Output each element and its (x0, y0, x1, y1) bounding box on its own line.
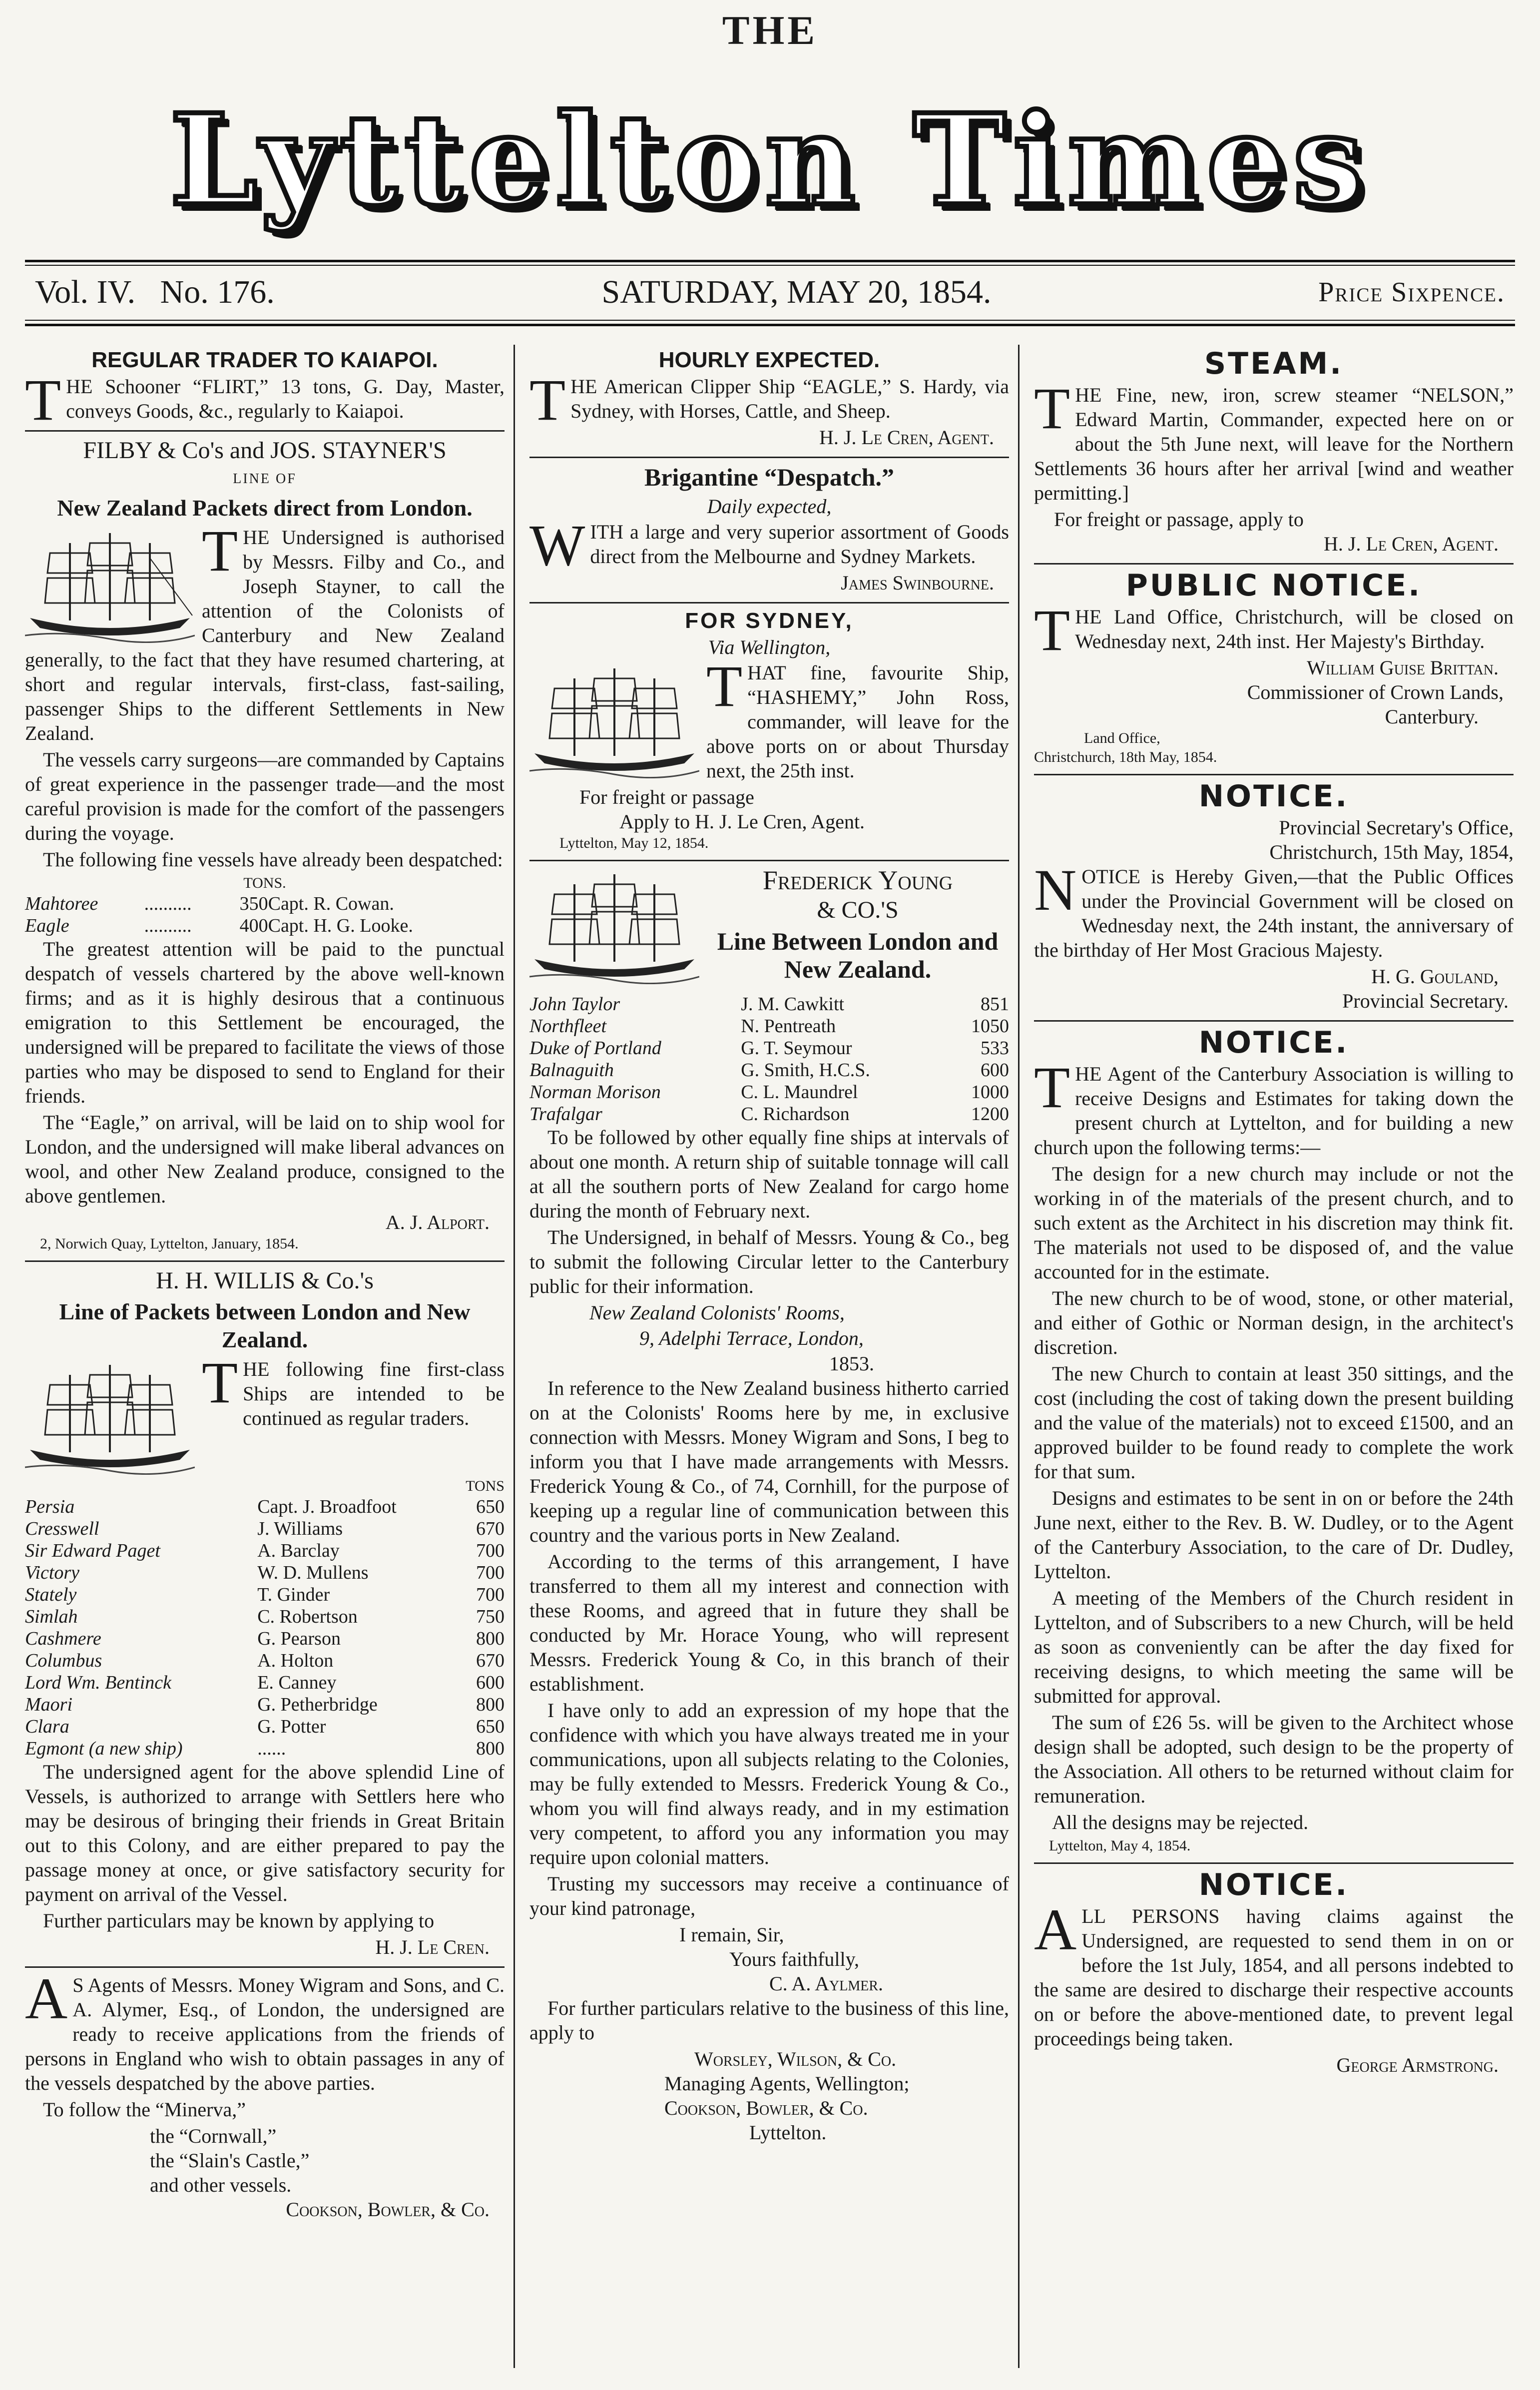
ship-name: Lord Wm. Bentinck (25, 1672, 172, 1693)
column-divider-1 (513, 345, 515, 2368)
young-close2: Yours faithfully, (729, 1948, 860, 1970)
young-rooms2: 9, Adelphi Terrace, London, (639, 1327, 864, 1349)
young-header (529, 866, 1009, 983)
ship-captain: N. Pentreath (741, 1016, 836, 1037)
kaiapoi-text: HE Schooner “FLIRT,” 13 tons, G. Day, Master, conveys Goods, &c., regularly to Kaiapoi. (66, 375, 505, 422)
ship-name: Duke of Portland (529, 1038, 661, 1059)
masthead-rule-bottom-thin (25, 320, 1515, 321)
notice1-sig2: Provincial Secretary. (1342, 990, 1509, 1012)
public-sig3: Canterbury. (1385, 705, 1479, 728)
notice1-text: OTICE is Hereby Given,—that the Public Offices under the Provincial Government will be closed on Wednesday next, the 24th instant, the anniversary of the birthday of Her Most Gracious Majesty. (1034, 865, 1514, 961)
ship-tons: 600 (981, 1060, 1009, 1081)
despatch-signature: James Swinbourne. (841, 572, 994, 594)
steam-line: For freight or passage, apply to (1054, 508, 1304, 531)
dropcap: N (1034, 857, 1077, 923)
young-agent1: Worsley, Wilson, & Co. (694, 2048, 897, 2070)
table-row (25, 1518, 505, 1540)
ship-tons: 533 (981, 1038, 1009, 1059)
wigram-text: S Agents of Messrs. Money Wigram and Sons, and C. A. Alymer, Esq., of London, the undersigned are ready to receive applications from the friends of persons in England who wish to obtain passages in any of the vessels despatched by the above parties. (25, 1974, 505, 2094)
filby-signature: A. J. Alport. (385, 1211, 490, 1233)
ship-tons: 800 (476, 1694, 505, 1715)
public-heading: PUBLIC NOTICE. (1125, 568, 1422, 603)
ship-tons: 700 (476, 1540, 505, 1561)
filby-line-of: LINE OF (233, 471, 297, 487)
masthead-rule-top (25, 260, 1515, 262)
steam-ad (1034, 376, 1514, 505)
ship-captain: G. Petherbridge (257, 1694, 378, 1715)
ship-tons: 650 (476, 1716, 505, 1737)
leader-dots: .......... (144, 915, 192, 936)
separator (529, 457, 1009, 458)
issue-number: No. 176. (160, 274, 275, 310)
table-row (25, 1628, 505, 1650)
public-sig2: Commissioner of Crown Lands, (1247, 681, 1504, 703)
ship-name: Persia (25, 1496, 75, 1517)
ship-captain: Capt. H. G. Looke. (268, 915, 413, 936)
notice2-p7: The sum of £26 5s. will be given to the Architect whose design shall be adopted, such design to be the property of the Association. All others to be returned without claim for remuneration. (1034, 1711, 1514, 1807)
wigram-signature: Cookson, Bowler, & Co. (286, 2198, 490, 2221)
young-heading2: & CO.'S (817, 897, 899, 923)
ship-tons: 1200 (971, 1104, 1009, 1125)
public-office: Land Office, (1084, 730, 1160, 746)
volume: Vol. IV. (35, 274, 136, 310)
separator (25, 1966, 505, 1968)
ship-captain: G. T. Seymour (741, 1038, 852, 1059)
young-rooms3: 1853. (829, 1352, 874, 1375)
ship-captain: C. Robertson (257, 1606, 358, 1627)
hourly-signature: H. J. Le Cren, Agent. (819, 426, 994, 449)
hourly-text: HE American Clipper Ship “EAGLE,” S. Hardy, via Sydney, with Horses, Cattle, and Sheep. (570, 375, 1009, 422)
wigram-ship-1: the “Slain's Castle,” (150, 2149, 310, 2172)
sydney-line2: Apply to H. J. Le Cren, Agent. (619, 810, 865, 833)
separator (529, 602, 1009, 603)
separator (1034, 1020, 1514, 1022)
willis-tons-label: TONS (466, 1478, 505, 1494)
willis-p1: The undersigned agent for the above splendid Line of Vessels, is authorized to arrange with Settlers here who may be desirous of bringing their friends in Great Britain out to this Colony, and are either prepared to pay the passage money at once, or give satisfactory security for payment on arrival of the Vessel. (25, 1761, 505, 1905)
table-row (25, 1496, 505, 1518)
notice1-place: Provincial Secretary's Office, (1279, 816, 1514, 839)
ship-name: Eagle (25, 915, 69, 936)
sailing-ship-icon (529, 869, 699, 984)
table-row (529, 1103, 1009, 1125)
ship-name: Maori (25, 1694, 72, 1715)
sydney-text: HAT fine, favourite Ship, “HASHEMY,” John Ross, commander, will leave for the above ports on or about Thursday next, the 25th inst. (706, 661, 1009, 782)
young-agent2: Managing Agents, Wellington; (664, 2072, 910, 2095)
steam-heading: STEAM. (1204, 346, 1344, 381)
ship-captain: Capt. R. Cowan. (268, 893, 394, 914)
table-row (25, 1584, 505, 1606)
ship-name: Trafalgar (529, 1104, 602, 1125)
willis-subheading: Line of Packets between London and New Zealand. (59, 1299, 471, 1352)
ship-tons: 800 (476, 1738, 505, 1759)
ship-captain: C. Richardson (741, 1104, 850, 1125)
hourly-heading: HOURLY EXPECTED. (658, 348, 880, 372)
ship-captain: G. Smith, H.C.S. (741, 1060, 870, 1081)
ship-tons: 400 (239, 915, 268, 936)
filby-p1-text: HE Undersigned is authorised by Messrs. Filby and Co., and Joseph Stayner, to call the attention of the Colonists of Canterbury and New Zealand generally, to the fact that they have resumed chartering, at short and regular intervals, first-class, fast-sailing, passenger Ships to the different Settlements in New Zealand. (25, 526, 505, 744)
masthead-rule-bottom (25, 324, 1515, 326)
dropcap: A (1034, 1897, 1077, 1962)
separator (1034, 774, 1514, 775)
table-row (25, 915, 505, 937)
dropcap: W (529, 513, 585, 578)
table-row (529, 1059, 1009, 1081)
hourly-ad (529, 367, 1009, 433)
sailing-ship-icon (25, 1360, 195, 1475)
willis-intro (25, 1350, 505, 1430)
filby-subheading: New Zealand Packets direct from London. (57, 495, 473, 521)
willis-ship-table (25, 1496, 505, 1760)
dropcap: T (529, 367, 566, 433)
young-p3: In reference to the New Zealand business hitherto carried on at the Colonists' Rooms here by me, in exclusive connection with Messrs. Money Wigram and Sons, I beg to inform you that I have made arrangements with Messrs. Frederick Young & Co., of 74, Cornhill, for the purpose of keeping up a regular line of communication between this country and the various ports in New Zealand. (529, 1377, 1009, 1546)
steam-signature: H. J. Le Cren, Agent. (1324, 533, 1499, 555)
notice2-p5: Designs and estimates to be sent in on or before the 24th June next, either to the Rev. B. W. Dudley, or to the Agent of the Canterbury Association, to the care of Dr. Dudley, Lyttelton. (1034, 1487, 1514, 1583)
public-date: Christchurch, 18th May, 1854. (1034, 749, 1217, 765)
table-row (25, 1540, 505, 1562)
willis-heading: H. H. WILLIS & Co.'s (156, 1267, 374, 1294)
young-p1: To be followed by other equally fine ships at intervals of about one month. A return ship of suitable tonnage will call at all the southern ports of New Zealand for cargo home during the month of February next. (529, 1126, 1009, 1222)
ship-captain: W. D. Mullens (257, 1562, 369, 1583)
young-p6: Trusting my successors may receive a continuance of your kind patronage, (529, 1872, 1009, 1919)
table-row (529, 1015, 1009, 1037)
ship-tons: 1000 (971, 1082, 1009, 1103)
sydney-line1: For freight or passage (579, 786, 754, 808)
table-row (25, 1672, 505, 1694)
separator (1034, 563, 1514, 565)
table-row (25, 1562, 505, 1584)
separator (529, 860, 1009, 861)
ship-name: Cresswell (25, 1518, 99, 1539)
dropcap: T (25, 367, 61, 433)
ship-name: Simlah (25, 1606, 78, 1627)
table-row (25, 1716, 505, 1738)
ship-tons: 1050 (971, 1016, 1009, 1037)
sailing-ship-icon (25, 528, 195, 643)
notice2-heading: NOTICE. (1198, 1025, 1349, 1060)
ship-tons: 851 (981, 994, 1009, 1015)
filby-tons-label: TONS. (243, 875, 286, 891)
wigram-follow: To follow the “Minerva,” (43, 2098, 246, 2121)
separator (1034, 1862, 1514, 1864)
filby-address: 2, Norwich Quay, Lyttelton, January, 1854. (40, 1235, 299, 1252)
dropcap: T (202, 1350, 238, 1415)
notice2-p3: The new church to be of wood, stone, or other material, and either of Gothic or Norman design, in the architect's discretion. (1034, 1287, 1514, 1358)
steam-text: HE Fine, new, iron, screw steamer “NELSON,” Edward Martin, Commander, expected here on or about the 5th June next, will leave for the Northern Settlements 36 hours after her arrival [wind and weather permitting.] (1034, 384, 1514, 504)
ship-captain: J. Williams (257, 1518, 343, 1539)
separator (25, 1260, 505, 1262)
table-row (25, 1738, 505, 1760)
ship-tons: 350 (239, 893, 268, 914)
public-sig1: William Guise Brittan. (1307, 656, 1499, 679)
ship-tons: 670 (476, 1518, 505, 1539)
table-row (529, 1037, 1009, 1059)
ship-captain: A. Holton (257, 1650, 334, 1671)
young-heading1: Frederick Young (762, 865, 953, 895)
ship-tons: 750 (476, 1606, 505, 1627)
ship-captain: E. Canney (257, 1672, 337, 1693)
ship-captain: Capt. J. Broadfoot (257, 1496, 397, 1517)
young-close1: I remain, Sir, (679, 1923, 784, 1946)
notice2-p1 (1034, 1055, 1514, 1160)
ship-captain: J. M. Cawkitt (741, 994, 845, 1015)
ship-name: Victory (25, 1562, 80, 1583)
young-close3: C. A. Aylmer. (769, 1972, 884, 1995)
notice1-date: Christchurch, 15th May, 1854, (1269, 841, 1514, 863)
young-rooms1: New Zealand Colonists' Rooms, (589, 1301, 845, 1324)
dropcap: T (1034, 376, 1070, 441)
column-2 (529, 345, 1009, 2145)
young-heading3: Line Between London and New Zealand. (717, 927, 999, 983)
ship-name: Norman Morison (529, 1082, 661, 1103)
separator (25, 430, 505, 432)
filby-ship-table (25, 893, 505, 937)
young-agent4: Lyttelton. (749, 2121, 827, 2144)
ship-captain: C. L. Maundrel (741, 1082, 858, 1103)
ship-tons: 600 (476, 1672, 505, 1693)
ship-captain: A. Barclay (257, 1540, 340, 1561)
notice3-text: LL PERSONS having claims against the Undersigned, are requested to send them in on or before the 1st July, 1854, and all persons indebted to the same are desired to discharge their respective accounts on or before the above-mentioned date, to prevent legal proceedings being taken. (1034, 1905, 1514, 2050)
notice2-p8: All the designs may be rejected. (1052, 1811, 1309, 1833)
willis-p2: Further particulars may be known by applying to (43, 1909, 435, 1932)
table-row (25, 1606, 505, 1628)
dropcap: T (1034, 598, 1070, 663)
ship-captain: T. Ginder (257, 1584, 330, 1605)
ship-name: Columbus (25, 1650, 102, 1671)
notice3-ad (1034, 1897, 1514, 2051)
column-3 (1034, 345, 1514, 2077)
notice2-p2: The design for a new church may include or not the working in of the materials of the present church, and to such extent as the Architect in his discretion may think fit. The materials not used to be disposed of, and the value accounted for in the estimate. (1034, 1163, 1514, 1283)
ship-tons: 800 (476, 1628, 505, 1649)
dropcap: A (25, 1966, 68, 2031)
young-agent3: Cookson, Bowler, & Co. (664, 2097, 868, 2119)
notice1-ad (1034, 857, 1514, 962)
masthead-the: THE (722, 7, 818, 53)
filby-heading: FILBY & Co's and JOS. STAYNER'S (83, 437, 447, 464)
willis-signature: H. J. Le Cren. (375, 1936, 490, 1958)
kaiapoi-ad (25, 367, 505, 433)
kaiapoi-heading: REGULAR TRADER TO KAIAPOI. (91, 348, 438, 372)
sailing-ship-icon (529, 663, 699, 778)
notice2-date: Lyttelton, May 4, 1854. (1049, 1837, 1191, 1854)
filby-p4: The greatest attention will be paid to the punctual despatch of vessels chartered by the above well-known firms; and as it is highly desirous that a continuous emigration to this Settlement be encouraged, the undersigned will be prepared to facilitate the views of those parties who may be disposed to send to England for their friends. (25, 938, 505, 1107)
dropcap: T (202, 518, 238, 584)
despatch-sub: Daily expected, (707, 495, 832, 518)
sydney-sub: Via Wellington, (708, 636, 831, 658)
ship-name: Clara (25, 1716, 69, 1737)
young-p2: The Undersigned, in behalf of Messrs. Young & Co., beg to submit the following Circular letter to the Canterbury public for their information. (529, 1226, 1009, 1297)
column-1 (25, 345, 505, 2222)
ship-tons: 650 (476, 1496, 505, 1517)
ship-tons: 670 (476, 1650, 505, 1671)
leader-dots: .......... (144, 893, 192, 914)
ship-name: Egmont (a new ship) (25, 1738, 183, 1759)
despatch-ad (529, 513, 1009, 578)
willis-intro-text: HE following fine first-class Ships are intended to be continued as regular traders. (243, 1358, 505, 1429)
public-text: HE Land Office, Christchurch, will be closed on Wednesday next, 24th inst. Her Majesty's Birthday. (1075, 605, 1514, 652)
table-row (25, 1694, 505, 1716)
volume-number (35, 273, 275, 311)
notice1-sig1: H. G. Gouland, (1371, 965, 1499, 988)
filby-p5: The “Eagle,” on arrival, will be laid on to ship wool for London, and the undersigned will make liberal advances on wool, and other New Zealand produce, consigned to the above gentlemen. (25, 1111, 505, 1207)
young-p4: According to the terms of this arrangement, I have transferred to them all my interest and connection with these Rooms, and agreed that in future they shall be conducted by Mr. Horace Young, who will represent Messrs. Frederick Young & Co, in this branch of their establishment. (529, 1550, 1009, 1695)
ship-name: Stately (25, 1584, 77, 1605)
ship-name: Sir Edward Paget (25, 1540, 160, 1561)
dropcap: T (1034, 1055, 1070, 1120)
young-p7: For further particulars relative to the business of this line, apply to (529, 1997, 1009, 2044)
ship-captain: G. Potter (257, 1716, 326, 1737)
notice3-heading: NOTICE. (1198, 1867, 1349, 1902)
ship-name: Balnaguith (529, 1060, 614, 1081)
wigram-ad (25, 1966, 505, 2095)
ship-tons: 700 (476, 1562, 505, 1583)
notice2-p1-text: HE Agent of the Canterbury Association is willing to receive Designs and Estimates for taking down the present church at Lyttelton, and for building a new church upon the following terms:— (1034, 1063, 1514, 1159)
sydney-address: Lyttelton, May 12, 1854. (559, 835, 709, 851)
notice1-heading: NOTICE. (1198, 779, 1349, 814)
issue-info-row (35, 270, 1505, 315)
ship-name: Northfleet (529, 1016, 607, 1037)
ship-captain: ...... (257, 1738, 286, 1759)
table-row (25, 893, 505, 915)
filby-p1 (25, 518, 505, 745)
notice2-p4: The new Church to contain at least 350 sittings, and the cost (including the cost of taking down the present building and the value of the materials) not to exceed £1500, and an approved builder to be found ready to complete the work for that sum. (1034, 1362, 1514, 1483)
notice2-p6: A meeting of the Members of the Church resident in Lyttelton, and of Subscribers to a new Church, will be held as soon as conveniently can be after the day fixed for receiving designs, to which meeting the same will be submitted for approval. (1034, 1587, 1514, 1707)
ship-captain: G. Pearson (257, 1628, 341, 1649)
issue-price: Price Sixpence. (1318, 277, 1505, 308)
dropcap: T (706, 653, 743, 719)
ship-name: John Taylor (529, 994, 620, 1015)
young-p5: I have only to add an expression of my hope that the confidence with which you have always treated me in your communications, upon all subjects relating to the Colonies, may be fully extended to Messrs. Frederick Young & Co., whom you will find always ready, and in my estimation very competent, to afford you any information you may require upon colonial matters. (529, 1699, 1009, 1868)
young-ship-table (529, 993, 1009, 1125)
column-divider-2 (1018, 345, 1020, 2368)
masthead-title: Lyttelton Times (169, 86, 1371, 233)
sydney-ad (529, 653, 1009, 783)
ship-name: Cashmere (25, 1628, 101, 1649)
public-ad (1034, 598, 1514, 663)
despatch-text: ITH a large and very superior assortment of Goods direct from the Melbourne and Sydney Markets. (590, 521, 1009, 568)
despatch-heading: Brigantine “Despatch.” (644, 463, 894, 491)
masthead-rule-top-thin (25, 265, 1515, 266)
ship-tons: 700 (476, 1584, 505, 1605)
ship-name: Mahtoree (25, 893, 98, 914)
issue-date: SATURDAY, MAY 20, 1854. (601, 274, 992, 310)
table-row (529, 1081, 1009, 1103)
wigram-ship-0: the “Cornwall,” (150, 2125, 277, 2147)
table-row (25, 1650, 505, 1672)
notice3-signature: George Armstrong. (1336, 2054, 1499, 2076)
filby-p2: The vessels carry surgeons—are commanded by Captains of great experience in the passenger trade—and the most careful provision is made for the comfort of the passengers during the voyage. (25, 748, 505, 844)
table-row (529, 993, 1009, 1015)
sydney-heading: FOR SYDNEY, (685, 608, 854, 633)
filby-p3: The following fine vessels have already been despatched: (43, 848, 503, 871)
wigram-ship-2: and other vessels. (150, 2174, 292, 2196)
